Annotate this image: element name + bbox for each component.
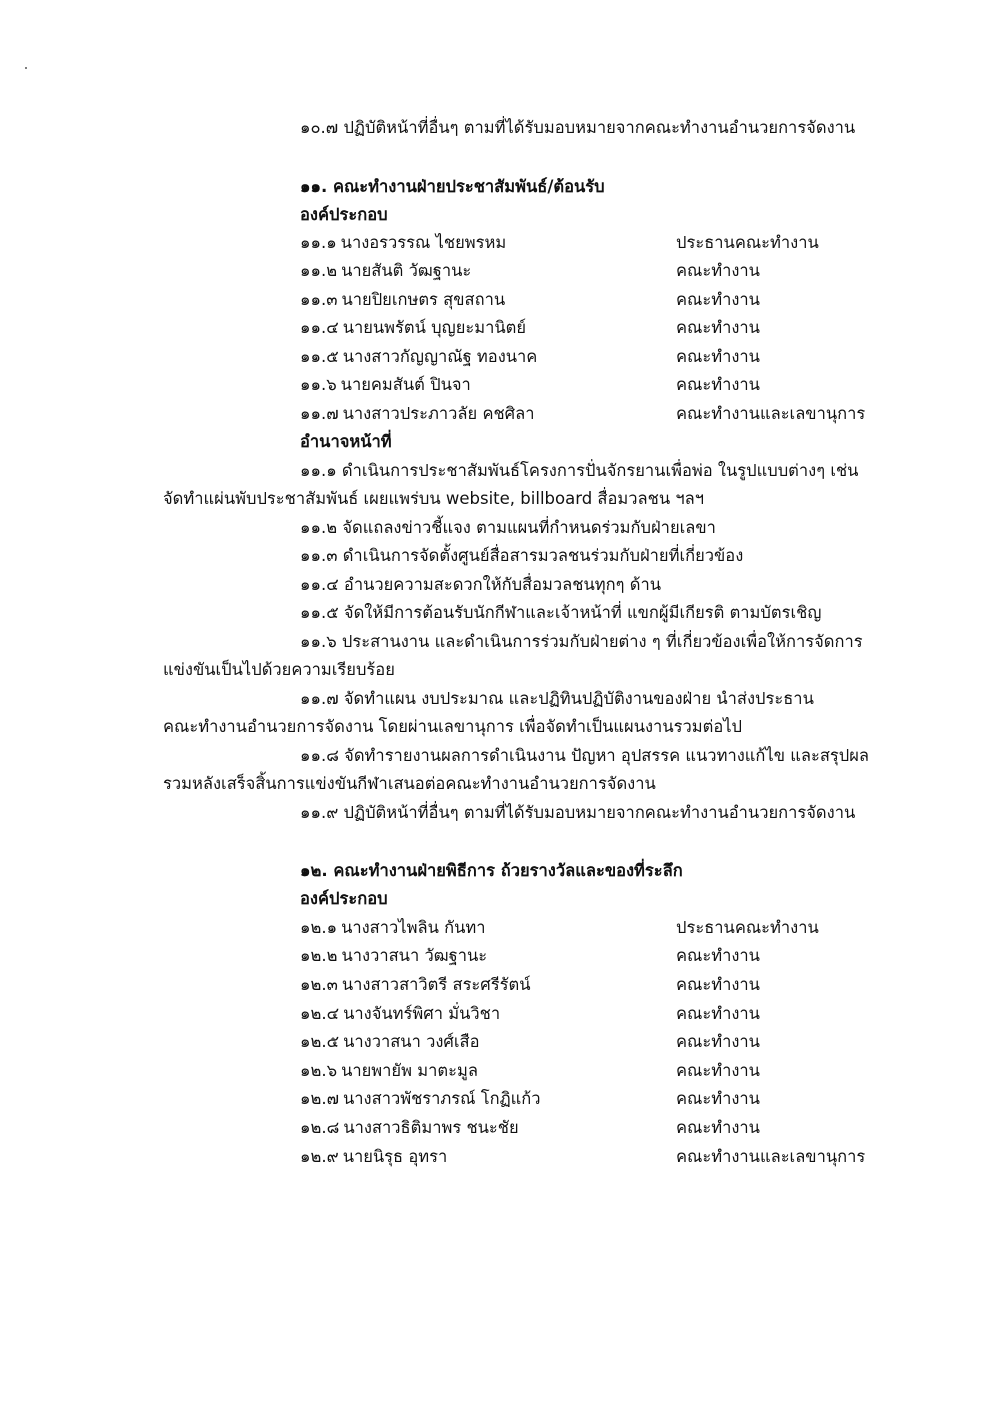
scan-speck bbox=[25, 67, 27, 69]
member-number: ๑๒.๘ bbox=[300, 1118, 340, 1137]
member-row bbox=[300, 1060, 870, 1084]
member-role: ประธานคณะทำงาน bbox=[676, 918, 819, 937]
member-number: ๑๑.๔ bbox=[300, 318, 339, 337]
member-role: ประธานคณะทำงาน bbox=[676, 233, 819, 252]
member-role: คณะทำงาน bbox=[676, 290, 760, 309]
duty-line: ๑๑.๘ จัดทำรายงานผลการดำเนินงาน ปัญหา อุปสรรค แนวทางแก้ไข และสรุปผล bbox=[300, 746, 870, 765]
duty-line: จัดทำแผ่นพับประชาสัมพันธ์ เผยแพร่บน website, billboard สื่อมวลชน ฯลฯ bbox=[163, 489, 705, 508]
member-row bbox=[300, 1031, 870, 1055]
member-name: นางสาวประภาวลัย คชศิลา bbox=[342, 404, 535, 423]
member-role: คณะทำงาน bbox=[676, 318, 760, 337]
member-role: คณะทำงาน bbox=[676, 1032, 760, 1051]
member-number: ๑๑.๑ bbox=[300, 233, 337, 252]
member-row bbox=[300, 1003, 870, 1027]
duty-line: ๑๑.๓ ดำเนินการจัดตั้งศูนย์สื่อสารมวลชนร่วมกับฝ่ายที่เกี่ยวข้อง bbox=[300, 546, 744, 565]
duty-line: ๑๑.๙ ปฏิบัติหน้าที่อื่นๆ ตามที่ได้รับมอบหมายจากคณะทำงานอำนวยการจัดงาน bbox=[300, 803, 856, 822]
member-row bbox=[300, 1088, 870, 1112]
member-role: คณะทำงานและเลขานุการ bbox=[676, 1147, 866, 1166]
duty-line: คณะทำงานอำนวยการจัดงาน โดยผ่านเลขานุการ เพื่อจัดทำเป็นแผนงานรวมต่อไป bbox=[163, 717, 743, 736]
member-role: คณะทำงาน bbox=[676, 975, 760, 994]
duty-line: ๑๑.๖ ประสานงาน และดำเนินการร่วมกับฝ่ายต่าง ๆ ที่เกี่ยวข้องเพื่อให้การจัดการ bbox=[300, 632, 863, 651]
member-name: นางสาวธิติมาพร ชนะชัย bbox=[343, 1118, 519, 1137]
section-12-heading: ๑๒. คณะทำงานฝ่ายพิธีการ ถ้วยรางวัลและของที่ระลึก bbox=[300, 861, 683, 880]
member-role: คณะทำงาน bbox=[676, 375, 760, 394]
member-role: คณะทำงาน bbox=[676, 1118, 760, 1137]
member-role: คณะทำงาน bbox=[676, 1004, 760, 1023]
member-name: นางจันทร์พิศา มั่นวิชา bbox=[343, 1004, 501, 1023]
member-number: ๑๒.๒ bbox=[300, 946, 338, 965]
member-row bbox=[300, 1146, 870, 1170]
duty-line: ๑๑.๗ จัดทำแผน งบประมาณ และปฏิทินปฏิบัติงานของฝ่าย นำส่งประธาน bbox=[300, 689, 814, 708]
member-name: นางวาสนา วัฒฐานะ bbox=[341, 946, 488, 965]
member-row bbox=[300, 346, 870, 370]
member-number: ๑๑.๕ bbox=[300, 347, 339, 366]
member-name: นายสันติ วัฒฐานะ bbox=[341, 261, 472, 280]
duty-line: ๑๑.๒ จัดแถลงข่าวชี้แจง ตามแผนที่กำหนดร่วมกับฝ่ายเลขา bbox=[300, 518, 716, 537]
duty-line: ๑๑.๑ ดำเนินการประชาสัมพันธ์โครงการปั่นจักรยานเพื่อพ่อ ในรูปแบบต่างๆ เช่น bbox=[300, 461, 859, 480]
member-number: ๑๒.๔ bbox=[300, 1004, 340, 1023]
member-name: นางสาวกัญญาณัฐ ทองนาค bbox=[342, 347, 538, 366]
member-number: ๑๑.๒ bbox=[300, 261, 338, 280]
member-row bbox=[300, 917, 870, 941]
section-11-heading: ๑๑. คณะทำงานฝ่ายประชาสัมพันธ์/ต้อนรับ bbox=[300, 177, 605, 196]
member-name: นางสาวพัชราภรณ์ โกฏิแก้ว bbox=[343, 1089, 541, 1108]
member-number: ๑๒.๙ bbox=[300, 1147, 339, 1166]
member-row bbox=[300, 289, 870, 313]
member-name: นายปิยเกษตร สุขสถาน bbox=[341, 290, 506, 309]
section-11-duties-label: อำนาจหน้าที่ bbox=[300, 432, 392, 451]
member-number: ๑๒.๕ bbox=[300, 1032, 340, 1051]
member-name: นายพายัพ มาตะมูล bbox=[341, 1061, 478, 1080]
duty-line: ๑๑.๔ อำนวยความสะดวกให้กับสื่อมวลชนทุกๆ ด้าน bbox=[300, 575, 662, 594]
member-role: คณะทำงาน bbox=[676, 1089, 760, 1108]
member-row bbox=[300, 374, 870, 398]
member-role: คณะทำงาน bbox=[676, 347, 760, 366]
duty-line: ๑๑.๕ จัดให้มีการต้อนรับนักกีฬาและเจ้าหน้าที่ แขกผู้มีเกียรติ ตามบัตรเชิญ bbox=[300, 603, 822, 622]
member-row bbox=[300, 945, 870, 969]
member-number: ๑๒.๑ bbox=[300, 918, 338, 937]
duty-line: แข่งขันเป็นไปด้วยความเรียบร้อย bbox=[163, 660, 395, 679]
section-11-composition-label: องค์ประกอบ bbox=[300, 205, 388, 224]
member-number: ๑๒.๗ bbox=[300, 1089, 340, 1108]
member-role: คณะทำงานและเลขานุการ bbox=[676, 404, 866, 423]
member-role: คณะทำงาน bbox=[676, 261, 760, 280]
member-name: นายคมสันต์ ปินจา bbox=[340, 375, 471, 394]
member-name: นางวาสนา วงศ์เสือ bbox=[343, 1032, 480, 1051]
member-row bbox=[300, 232, 870, 256]
member-number: ๑๑.๖ bbox=[300, 375, 337, 394]
member-row bbox=[300, 974, 870, 998]
member-number: ๑๒.๖ bbox=[300, 1061, 338, 1080]
intro-line: ๑๐.๗ ปฏิบัติหน้าที่อื่นๆ ตามที่ได้รับมอบหมายจากคณะทำงานอำนวยการจัดงาน bbox=[300, 118, 856, 137]
member-name: นางสาวไพลิน กันทา bbox=[341, 918, 486, 937]
duty-line: รวมหลังเสร็จสิ้นการแข่งขันกีฬาเสนอต่อคณะทำงานอำนวยการจัดงาน bbox=[163, 774, 656, 793]
member-name: นายนิรุธ อุทรา bbox=[342, 1147, 448, 1166]
member-row bbox=[300, 1117, 870, 1141]
member-name: นายนพรัตน์ บุญยะมานิตย์ bbox=[342, 318, 527, 337]
section-12-composition-label: องค์ประกอบ bbox=[300, 889, 388, 908]
member-number: ๑๒.๓ bbox=[300, 975, 338, 994]
member-number: ๑๑.๗ bbox=[300, 404, 339, 423]
member-role: คณะทำงาน bbox=[676, 1061, 760, 1080]
member-role: คณะทำงาน bbox=[676, 946, 760, 965]
member-row bbox=[300, 317, 870, 341]
member-name: นางอรวรรณ ไชยพรหม bbox=[340, 233, 507, 252]
member-row bbox=[300, 403, 870, 427]
member-row bbox=[300, 260, 870, 284]
member-number: ๑๑.๓ bbox=[300, 290, 338, 309]
member-name: นางสาวสาวิตรี สระศรีรัตน์ bbox=[341, 975, 531, 994]
